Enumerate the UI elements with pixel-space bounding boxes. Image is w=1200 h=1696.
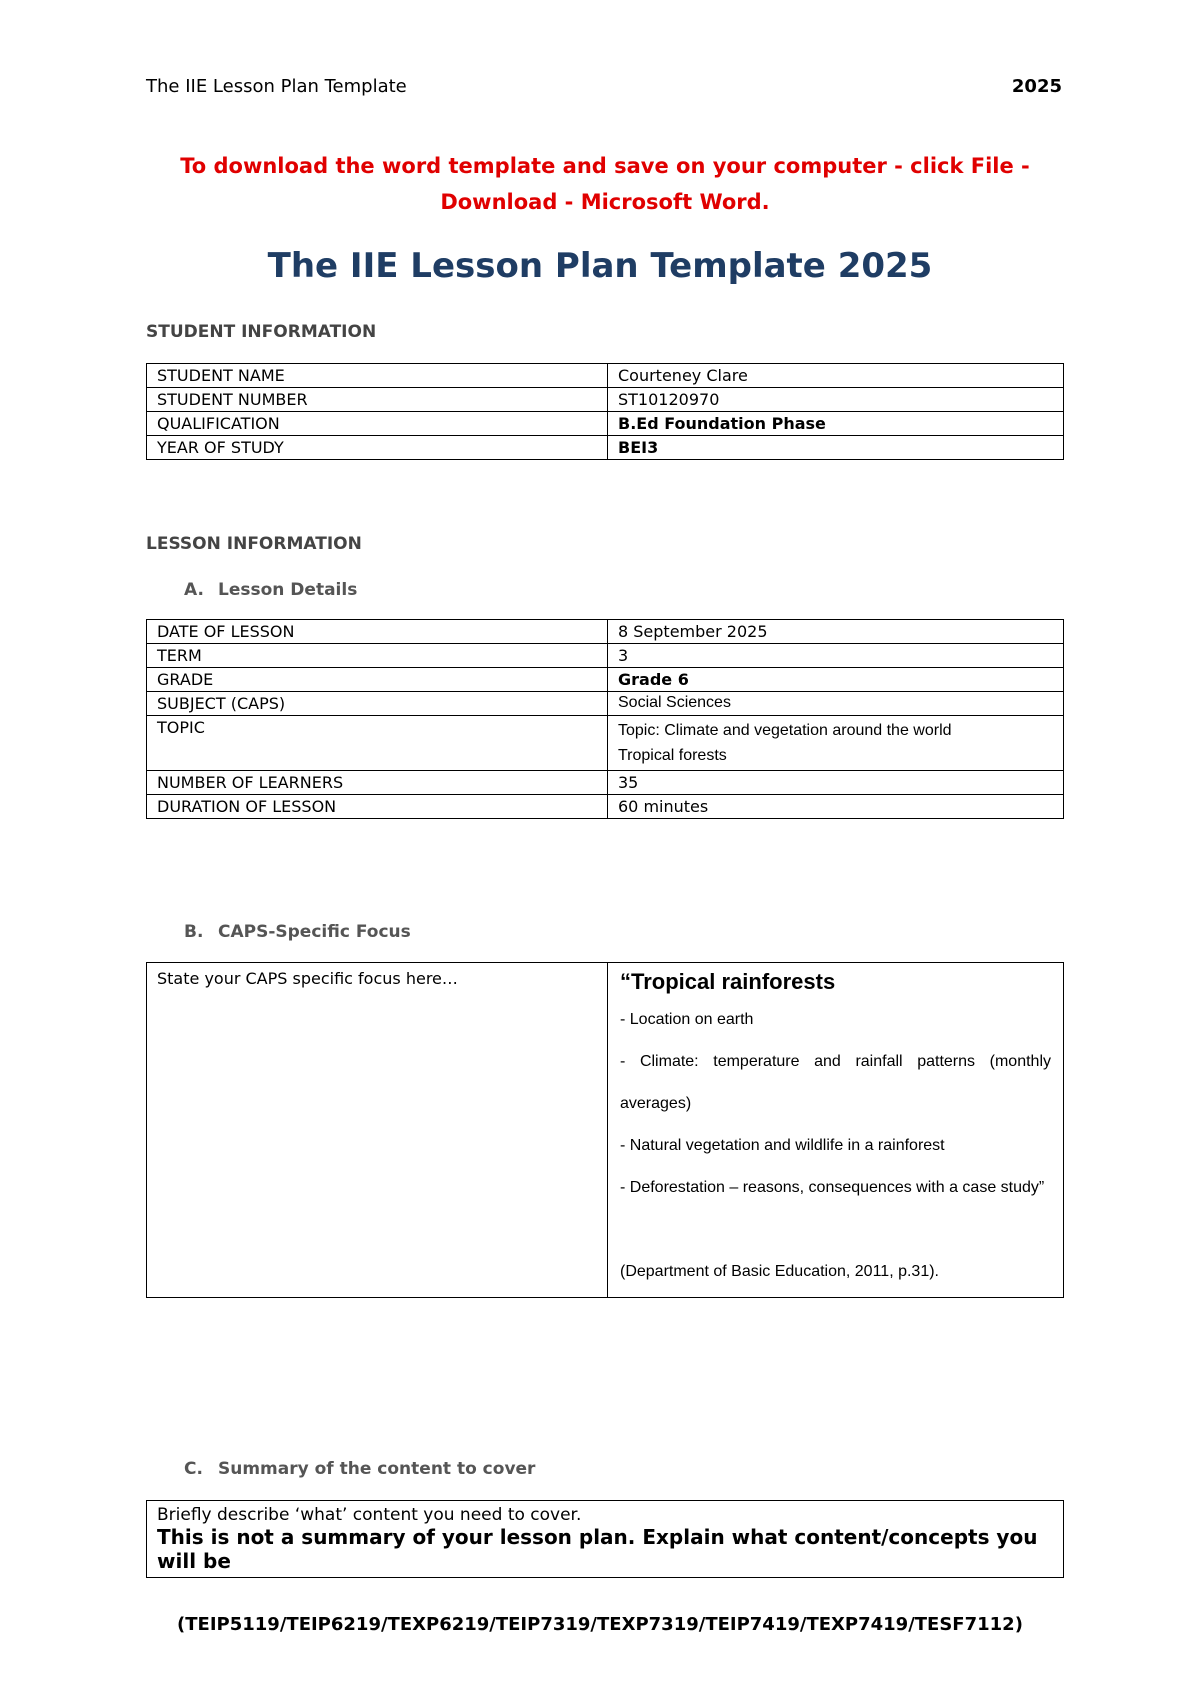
- summary-note: This is not a summary of your lesson plan. Explain what content/concepts you will be: [157, 1525, 1038, 1573]
- module-codes-footer: (TEIP5119/TEIP6219/TEXP6219/TEIP7319/TEXP7319/TEIP7419/TEXP7419/TESF7112): [177, 1614, 1023, 1635]
- caps-focus-line: - Climate: temperature and rainfall patterns (monthly averages): [620, 1053, 1051, 1112]
- download-notice: To download the word template and save on your computer - click File - Download - Microsoft Word.: [180, 154, 1030, 214]
- caps-focus-heading: “Tropical rainforests: [620, 969, 836, 994]
- subheading-letter: A.: [184, 580, 204, 600]
- year-of-study-label: YEAR OF STUDY: [147, 436, 608, 460]
- topic-label: TOPIC: [147, 716, 608, 771]
- table-row: [147, 412, 1064, 436]
- lesson-details-table: [146, 619, 1064, 819]
- date-of-lesson-label: DATE OF LESSON: [147, 620, 608, 644]
- date-of-lesson-value: 8 September 2025: [608, 620, 1064, 644]
- subject-label: SUBJECT (CAPS): [147, 692, 608, 716]
- subheading-label: CAPS-Specific Focus: [218, 922, 411, 942]
- student-name-value: Courteney Clare: [608, 364, 1064, 388]
- grade-value: Grade 6: [608, 668, 1064, 692]
- student-number-value: ST10120970: [608, 388, 1064, 412]
- lesson-details-subheading: [184, 580, 357, 600]
- content-summary-table: [146, 1500, 1064, 1578]
- summary-instruction: Briefly describe ‘what’ content you need to cover.: [157, 1505, 582, 1525]
- topic-line: Tropical forests: [618, 747, 727, 764]
- subheading-letter: B.: [184, 922, 204, 942]
- qualification-value: B.Ed Foundation Phase: [608, 412, 1064, 436]
- grade-label: GRADE: [147, 668, 608, 692]
- content-summary-subheading: [184, 1459, 535, 1479]
- blank-line: [620, 1209, 1051, 1251]
- duration-label: DURATION OF LESSON: [147, 795, 608, 819]
- table-row: [147, 620, 1064, 644]
- student-number-label: STUDENT NUMBER: [147, 388, 608, 412]
- student-information-heading: STUDENT INFORMATION: [146, 322, 377, 342]
- page-header-title: The IIE Lesson Plan Template: [146, 76, 407, 97]
- caps-focus-line: - Location on earth: [620, 1011, 754, 1028]
- caps-focus-prompt: State your CAPS specific focus here…: [147, 963, 608, 1298]
- table-row: [147, 644, 1064, 668]
- table-row: [147, 795, 1064, 819]
- term-value: 3: [608, 644, 1064, 668]
- table-row: [147, 716, 1064, 771]
- caps-focus-line: - Natural vegetation and wildlife in a rainforest: [620, 1137, 945, 1154]
- subheading-letter: C.: [184, 1459, 203, 1479]
- subject-value: Social Sciences: [608, 692, 1064, 716]
- duration-value: 60 minutes: [608, 795, 1064, 819]
- topic-line: Topic: Climate and vegetation around the world: [618, 722, 952, 739]
- number-of-learners-label: NUMBER OF LEARNERS: [147, 771, 608, 795]
- content-summary-cell: [147, 1501, 1064, 1578]
- table-row: [147, 388, 1064, 412]
- table-row: [147, 1501, 1064, 1578]
- year-of-study-value: BEI3: [608, 436, 1064, 460]
- table-row: [147, 963, 1064, 1298]
- caps-focus-citation: (Department of Basic Education, 2011, p.31).: [620, 1263, 939, 1280]
- topic-value: [608, 716, 1064, 771]
- caps-focus-table: [146, 962, 1064, 1298]
- table-row: [147, 692, 1064, 716]
- student-information-table: [146, 363, 1064, 460]
- number-of-learners-value: 35: [608, 771, 1064, 795]
- caps-focus-line: - Deforestation – reasons, consequences with a case study”: [620, 1179, 1045, 1196]
- subheading-label: Summary of the content to cover: [218, 1459, 536, 1479]
- caps-focus-content: [608, 963, 1064, 1298]
- table-row: [147, 668, 1064, 692]
- table-row: [147, 364, 1064, 388]
- table-row: [147, 771, 1064, 795]
- page-header-year: 2025: [1011, 76, 1062, 97]
- caps-focus-subheading: [184, 922, 411, 942]
- table-row: [147, 436, 1064, 460]
- subheading-label: Lesson Details: [218, 580, 358, 600]
- student-name-label: STUDENT NAME: [147, 364, 608, 388]
- document-title: The IIE Lesson Plan Template 2025: [267, 246, 933, 286]
- term-label: TERM: [147, 644, 608, 668]
- lesson-information-heading: LESSON INFORMATION: [146, 534, 362, 554]
- qualification-label: QUALIFICATION: [147, 412, 608, 436]
